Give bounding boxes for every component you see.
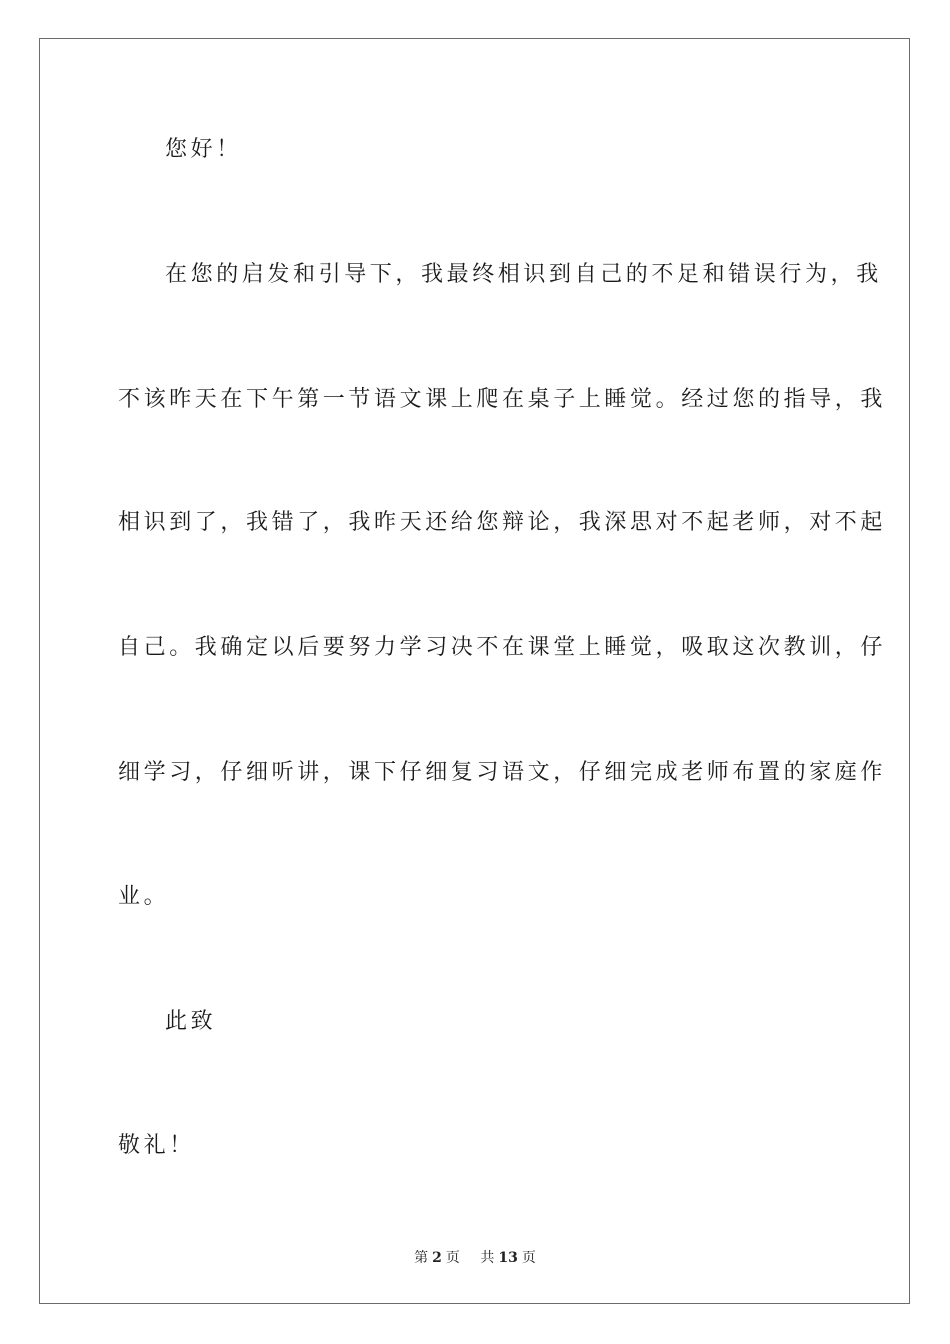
total-indicator bbox=[476, 1250, 539, 1266]
page-frame bbox=[39, 38, 910, 1304]
body-line-4: 自己。我确定以后要努力学习决不在课堂上睡觉，吸取这次教训，仔 bbox=[118, 635, 887, 660]
page-indicator bbox=[410, 1250, 464, 1266]
body-line-6: 业。 bbox=[118, 884, 170, 909]
body-line-5: 细学习，仔细听讲，课下仔细复习语文，仔细完成老师布置的家庭作 bbox=[118, 760, 887, 785]
page-footer bbox=[0, 1247, 950, 1267]
body-line-3: 相识到了，我错了，我昨天还给您辩论，我深思对不起老师，对不起 bbox=[118, 510, 887, 535]
closing-regards: 敬礼！ bbox=[118, 1133, 195, 1158]
body-line-1: 在您的启发和引导下，我最终相识到自己的不足和错误行为，我 bbox=[165, 262, 882, 287]
closing-salutation: 此致 bbox=[165, 1009, 217, 1034]
page-prefix: 第 bbox=[414, 1250, 429, 1266]
page-number: 2 bbox=[432, 1250, 442, 1266]
total-suffix: 页 bbox=[521, 1250, 536, 1266]
body-line-2: 不该昨天在下午第一节语文课上爬在桌子上睡觉。经过您的指导，我 bbox=[118, 387, 887, 412]
total-number: 13 bbox=[498, 1250, 518, 1266]
greeting: 您好！ bbox=[165, 137, 242, 162]
page-suffix: 页 bbox=[445, 1250, 460, 1266]
total-prefix: 共 bbox=[480, 1250, 495, 1266]
